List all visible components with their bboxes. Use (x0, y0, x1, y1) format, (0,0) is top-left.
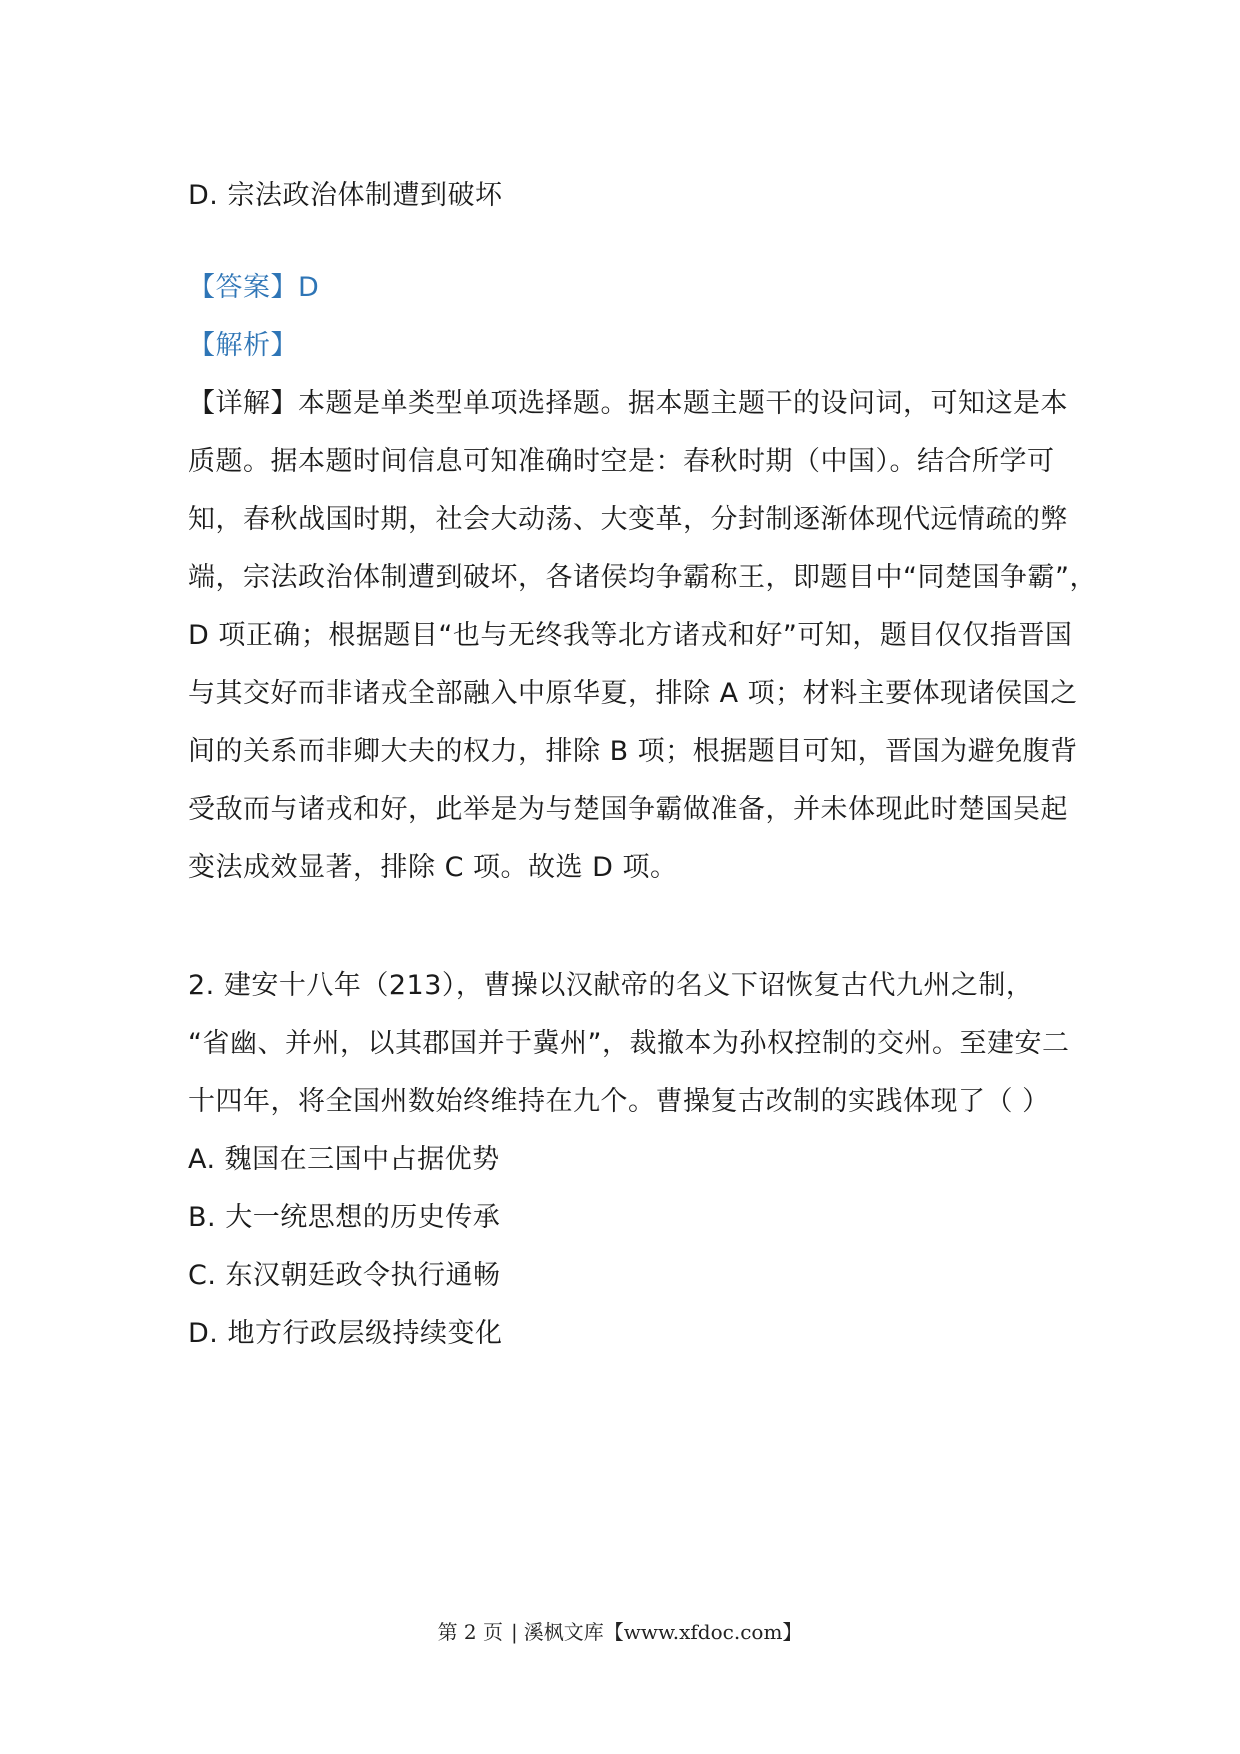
q2-stem-line: 十四年，将全国州数始终维持在九个。曹操复古改制的实践体现了（ ） (188, 1086, 1050, 1117)
site-credit: 溪枫文库【www.xfdoc.com】 (523, 1620, 803, 1644)
answer-label: 【答案】D (188, 272, 320, 303)
q2-option-c: C. 东汉朝廷政令执行通畅 (188, 1260, 501, 1291)
detail-line: 变法成效显著，排除 C 项。故选 D 项。 (188, 852, 678, 883)
detail-line: 【详解】本题是单类型单项选择题。据本题主题干的设问词，可知这是本 (188, 388, 1068, 419)
detail-line: 知，春秋战国时期，社会大动荡、大变革，分封制逐渐体现代远情疏的弊 (188, 504, 1068, 535)
footer-separator: | (511, 1620, 518, 1644)
q2-option-b: B. 大一统思想的历史传承 (188, 1202, 501, 1233)
page-number: 第 2 页 (437, 1620, 504, 1644)
detail-line: 质题。据本题时间信息可知准确时空是：春秋时期（中国）。结合所学可 (188, 446, 1055, 477)
analysis-heading: 【解析】 (188, 330, 298, 361)
q1-option-d: D. 宗法政治体制遭到破坏 (188, 180, 503, 211)
detail-line: 间的关系而非卿大夫的权力，排除 B 项；根据题目可知，晋国为避免腹背 (188, 736, 1078, 767)
q2-option-a: A. 魏国在三国中占据优势 (188, 1144, 500, 1175)
q2-option-d: D. 地方行政层级持续变化 (188, 1318, 503, 1349)
detail-line: 受敌而与诸戎和好，此举是为与楚国争霸做准备，并未体现此时楚国吴起 (188, 794, 1068, 825)
q2-stem-line: 2. 建安十八年（213），曹操以汉献帝的名义下诏恢复古代九州之制， (188, 970, 1034, 1001)
detail-line: 与其交好而非诸戎全部融入中原华夏，排除 A 项；材料主要体现诸侯国之 (188, 678, 1078, 709)
page-footer (0, 1618, 1240, 1646)
q2-stem-line: “省幽、并州，以其郡国并于冀州”，裁撤本为孙权控制的交州。至建安二 (188, 1028, 1070, 1059)
detail-line: D 项正确；根据题目“也与无终我等北方诸戎和好”可知，题目仅仅指晋国 (188, 620, 1073, 651)
detail-line: 端，宗法政治体制遭到破坏，各诸侯均争霸称王，即题目中“同楚国争霸”， (188, 562, 1097, 593)
